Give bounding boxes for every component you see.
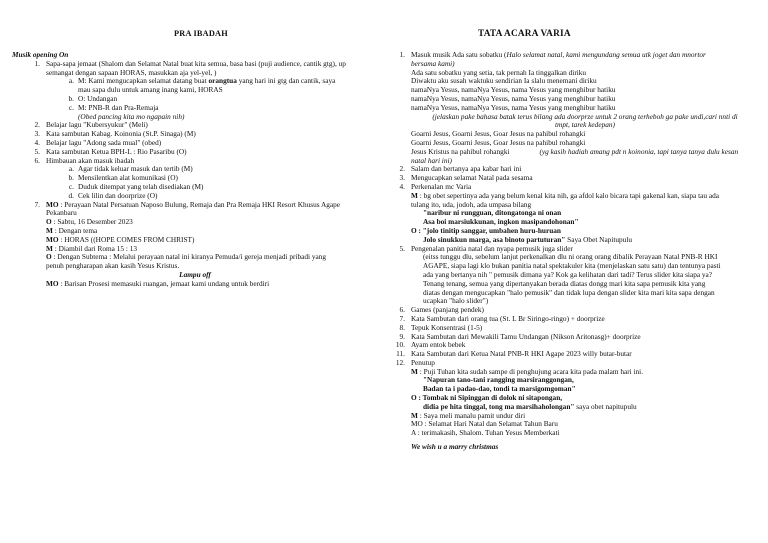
left-content: [12, 51, 378, 289]
lampu-off-note: Lampu off: [179, 269, 211, 279]
list-item: 8. Tepuk Konsentrasi (1-5): [399, 322, 483, 332]
left-title: PRA IBADAH: [174, 29, 228, 38]
list-item: b. Mensilentkan alat komunikasi (O): [68, 173, 178, 183]
closing-wish: We wish u a marry christmas: [411, 442, 499, 452]
list-item: 6. Games (panjang pendek): [399, 305, 484, 315]
list-item: b. O: Undangan: [68, 93, 118, 103]
list-item: d. Cek lilin dan doorprize (O): [68, 190, 158, 200]
list-item: 3. Kata sambutan Kabag. Koinonia (St.P. Sinaga) (M): [34, 129, 196, 139]
list-item: 7. Kata Sambutan dari orang tua (St. L Br Siringo-ringo) + doorprize: [399, 313, 605, 323]
list-item: 5. Kata sambutan Ketua BPH-L : Rio Pasaribu (O): [34, 146, 187, 156]
list-item: 10. Ayam entok bebek: [395, 340, 466, 350]
list-item: 2. Belajar lagu "Kubersyukur" (Meli): [34, 120, 148, 130]
list-item: a. M: Kami mengucapkan selamat datang buat orangtua yang hari ini gtg dan cantik, saya mau sapa dulu untuk amang inang kami, HORAS: [68, 76, 336, 95]
list-item: 6. Himbauan akan masuk ibadah: [34, 155, 135, 165]
list-item: 1. Masuk musik Ada satu sobatku (Halo selamat natal, kami mengundang semua utk joget dan mnortor bersama kami) Ada satu sobatku yang setia, tak pernah Ia tinggalkan diriku Diwaktu aku susah waktuku sendirian Ia slalu menemani diriku namaNya Yesus, namaNya Yesus, nama Yesus yang menghibur hatiku namaNya Yesus, namaNya Yesus, nama Yesus yang menghibur hatiku namaNya Yesus, namaNya Yesus, nama Yesus yang menghibur hatiku (jelaskan pake bahasa batak terus bilang ada doorprze untuk 2 orang terheboh ga pake undi,cari nnti di tmpt, tarek kedepan) Goarni Jesus, Goarni Jesus, Goar Jesus na pahibul rohangki Goarni Jesus, Goarni Jesus, Goar Jesus na pahibul rohangki Jesus Kristus na pahibul rohangki (yg kasih hadiah amang pdt n koinonia, tapi tanya tanya dulu kesan natal hari ini): [399, 50, 739, 165]
list-item: 1. Sapa-sapa jemaat (Shalom dan Selamat Natal buat kita semua, basa basi (puji audience, cantik gtg), up semangat dengan sapaan HORAS, masukkan aja yel-yel, ): [34, 58, 346, 77]
list-item: 2. Salam dan bertanya apa kabar hari ini: [399, 164, 522, 174]
right-title: TATA ACARA VARIA: [478, 29, 571, 39]
list-item: 4. Belajar lagu "Adong sada mual" (obed): [34, 137, 162, 147]
list-item: c. Duduk ditempat yang telah disediakan (M): [68, 181, 204, 191]
left-heading: Musik opening On: [12, 50, 69, 59]
list-item: 7. MO : Perayaan Natal Persatuan Naposo Bulung, Remaja dan Pra Remaja HKI Resort Khusus Agape Pekanbaru O : Sabtu, 16 Desember 2023 M : Dengan tema MO : HORAS ((HOPE COMES FROM CHRIST) M : Diambil dari Roma 15 : 13 O : Dengan Subtema : Melalui perayaan natal ini kiranya Pemuda/i gereja menjadi pribadi yang penuh pengharapan akan kasih Yesus Kristus. Lampu off MO : Barisan Prosesi memasuki ruangan, jemaat kami undang untuk berdiri: [12, 201, 378, 289]
list-item: 12. Penutup M : Puji Tuhan kita sudah sampe di penghujung acara kita pada malam hari ini. "Napuran tano-tani rangging marsiranggongan, Badan ta i padao-dao, tondi ta marsigomgoman" O : Tombak ni Sipinggan di dolok ni sitapongan, didia pe hita tinggal, tong ma marsihaholongan" saya obet napitupulu M : Saya meli manalu pamit undur diri MO : Selamat Hari Natal dan Selamat Tahun Baru A : terimakasih, Shalom. Tuhan Yesus Memberkati We wish u a marry christmas: [391, 359, 759, 452]
list-item: 3. Mengucapkan selamat Natal pada sesama: [399, 173, 533, 183]
list-item: a. Agar tidak keluar masuk dan tertib (M): [68, 164, 193, 174]
list-item: 5. Pengenalan panitia natal dan nyapa pemusik juga slider (eitss tunggu dlu, sebelum lanjut perkenalkan dlu ni orang orang dibalik Perayaan Natal PNB-R HKI AGAPE, siapa lagi klo bukan panitia natal spektakuler kita (menjelaskan satu satu) dan tentunya pasti ada yang bertanya nih " pemusik dimana ya? Kok ga kelihatan dari tadi? Terus slider kita siapa ya? Tenang tenang, semua yang dipertanyakan berada diatas dongg mari kita sapa pemusik kita yang diatas dengan mengucapkan "halo pemusik" dan tidak lupa dengan slider kita mari kita sapa dengan ucapkan "halo slider"): [399, 243, 721, 306]
list-item: 11. Kata Sambutan dari Ketua Natal PNB-R HKI Agape 2023 willy butar-butar: [396, 349, 632, 359]
list-item: 4. Perkenalan mc Varia M : bg obet sepertinya ada yang belum kenal kita nih, ga afdol kalo bicara tapi gakenal kan, siapa tau ada tulang ito, uda, jodoh, ada umpasa bilang "naribur ni rungguan, ditongatonga ni onan Asa boi marsiukkunan, ingkon masipandohonan" O : "jolo tinitip sanggar, umbahen huru-huruan Jolo sinukkun marga, asa binoto partuturan" Saya Obet Napitupulu: [399, 181, 719, 244]
right-content: [391, 51, 759, 452]
list-item: 9. Kata Sambutan dari Mewakili Tamu Undangan (Nikson Aritonasg)+ doorprize: [399, 331, 641, 341]
list-item: c. M: PNB-R dan Pra-Remaja (Obed pancing kita mo ngapain nih): [68, 102, 185, 121]
